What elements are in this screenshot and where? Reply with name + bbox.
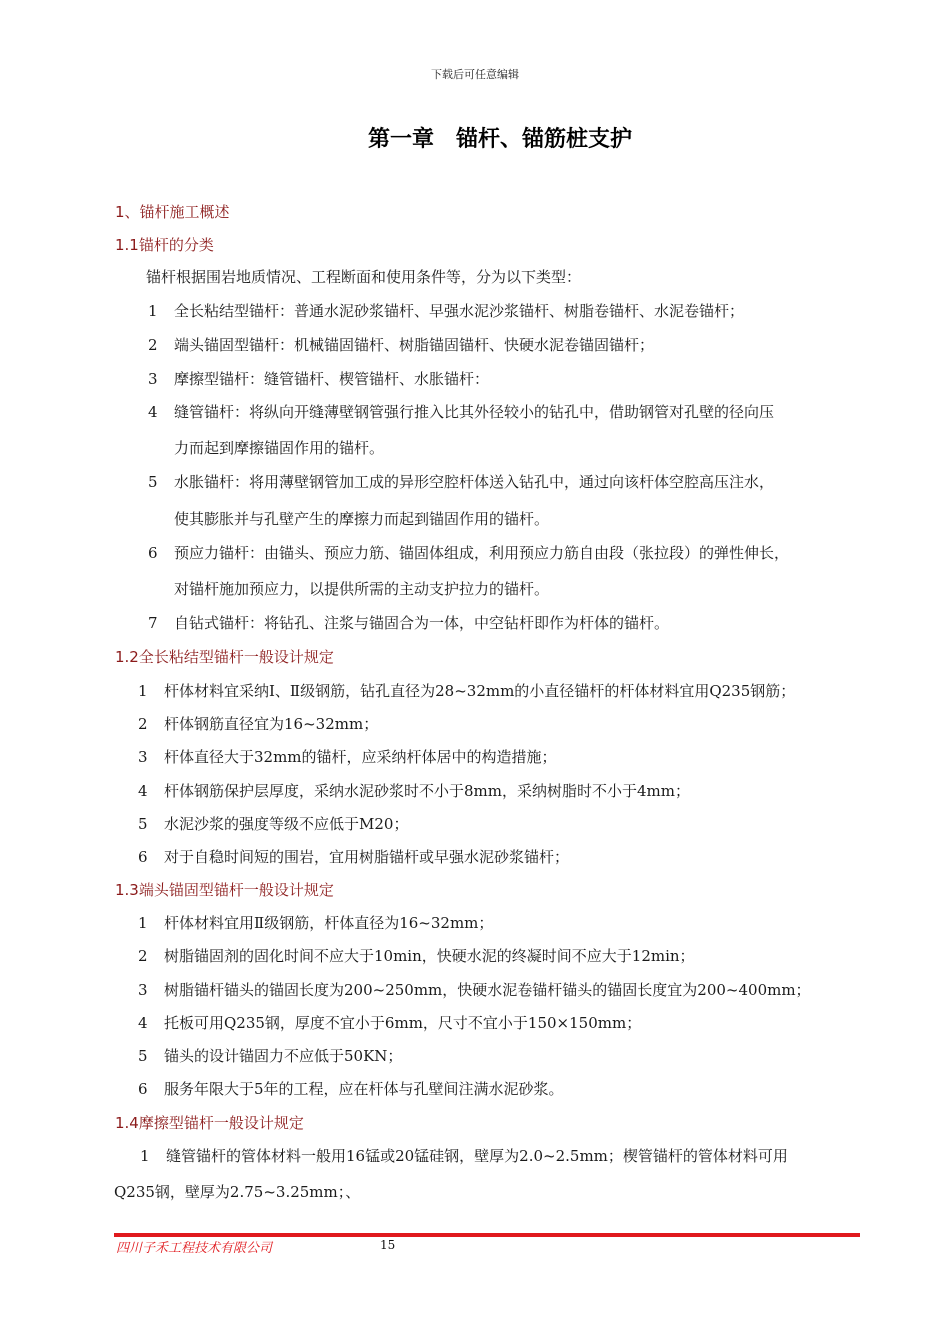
item-number: 1 xyxy=(148,302,158,320)
item-text: 杆体材料宜采纳Ⅰ、Ⅱ级钢筋，钻孔直径为28~32mm的小直径锚杆的杆体材料宜用Q235钢筋； xyxy=(164,682,796,700)
item-number: 3 xyxy=(138,748,148,766)
item-number: 2 xyxy=(138,947,148,965)
list-item xyxy=(138,680,795,701)
item-number: 1 xyxy=(138,914,148,932)
item-text: 水胀锚杆：将用薄壁钢管加工成的异形空腔杆体送入钻孔中，通过向该杆体空腔高压注水， xyxy=(174,473,775,491)
list-item xyxy=(138,945,695,966)
item-number: 5 xyxy=(138,815,148,833)
list-item xyxy=(148,471,774,492)
item-continuation: 使其膨胀并与孔壁产生的摩擦力而起到锚固作用的锚杆。 xyxy=(174,510,550,528)
item-number: 5 xyxy=(148,473,158,491)
list-item xyxy=(148,368,489,389)
list-item xyxy=(138,979,811,1000)
item-text: 缝管锚杆的管体材料一般用16锰或20锰硅钢，壁厚为2.0~2.5mm；楔管锚杆的管体材料可用 xyxy=(166,1147,788,1165)
item-number: 2 xyxy=(138,715,148,733)
top-note: 下载后可任意编辑 xyxy=(431,68,519,81)
list-item xyxy=(138,1078,564,1099)
item-text: 杆体直径大于32mm的锚杆，应采纳杆体居中的构造措施； xyxy=(164,748,557,766)
list-item xyxy=(138,1012,641,1033)
item-text: 锚头的设计锚固力不应低于50KN； xyxy=(164,1047,403,1065)
item-text: 树脂锚固剂的固化时间不应大于10min，快硬水泥的终凝时间不应大于12min； xyxy=(164,947,695,965)
item-number: 5 xyxy=(138,1047,148,1065)
item-continuation: Q235钢，壁厚为2.75~3.25mm；、 xyxy=(114,1183,361,1201)
item-number: 6 xyxy=(138,848,148,866)
item-text: 摩擦型锚杆：缝管锚杆、楔管锚杆、水胀锚杆： xyxy=(174,370,490,388)
item-text: 预应力锚杆：由锚头、预应力筋、锚固体组成，利用预应力筋自由段（张拉段）的弹性伸长， xyxy=(174,544,790,562)
section-heading: 1.3端头锚固型锚杆一般设计规定 xyxy=(115,881,334,899)
list-item xyxy=(140,1145,788,1166)
item-text: 托板可用Q235钢，厚度不宜小于6mm，尺寸不宜小于150×150mm； xyxy=(164,1014,642,1032)
item-number: 6 xyxy=(138,1080,148,1098)
item-number: 1 xyxy=(138,682,148,700)
footer-company: 四川子禾工程技术有限公司 xyxy=(116,1241,273,1256)
paragraph: 锚杆根据围岩地质情况、工程断面和使用条件等，分为以下类型： xyxy=(146,268,582,286)
section-heading: 1、锚杆施工概述 xyxy=(115,203,230,221)
item-number: 6 xyxy=(148,544,158,562)
item-text: 自钻式锚杆：将钻孔、注浆与锚固合为一体，中空钻杆即作为杆体的锚杆。 xyxy=(174,614,670,632)
list-item xyxy=(138,1045,402,1066)
list-item xyxy=(138,846,569,867)
list-item xyxy=(148,334,654,355)
list-item xyxy=(148,300,744,321)
item-number: 4 xyxy=(138,782,148,800)
section-heading: 1.4摩擦型锚杆一般设计规定 xyxy=(115,1114,304,1132)
item-text: 服务年限大于5年的工程，应在杆体与孔壁间注满水泥砂浆。 xyxy=(164,1080,564,1098)
item-number: 3 xyxy=(138,981,148,999)
list-item xyxy=(148,612,669,633)
chapter-title: 第一章 锚杆、锚筋桩支护 xyxy=(367,127,632,152)
item-text: 端头锚固型锚杆：机械锚固锚杆、树脂锚固锚杆、快硬水泥卷锚固锚杆； xyxy=(174,336,655,354)
item-number: 1 xyxy=(140,1147,150,1165)
item-text: 杆体材料宜用Ⅱ级钢筋，杆体直径为16~32mm； xyxy=(164,914,494,932)
list-item xyxy=(138,912,493,933)
item-text: 水泥沙浆的强度等级不应低于M20； xyxy=(164,815,409,833)
item-number: 4 xyxy=(138,1014,148,1032)
item-number: 4 xyxy=(148,403,158,421)
section-heading: 1.1锚杆的分类 xyxy=(115,236,214,254)
item-text: 缝管锚杆：将纵向开缝薄壁钢管强行推入比其外径较小的钻孔中，借助钢管对孔壁的径向压 xyxy=(174,403,775,421)
list-item xyxy=(148,401,774,422)
item-text: 杆体钢筋直径宜为16~32mm； xyxy=(164,715,379,733)
list-item xyxy=(138,713,378,734)
list-item xyxy=(138,780,690,801)
item-continuation: 力而起到摩擦锚固作用的锚杆。 xyxy=(174,439,385,457)
item-number: 3 xyxy=(148,370,158,388)
section-heading: 1.2全长粘结型锚杆一般设计规定 xyxy=(115,648,334,666)
item-text: 树脂锚杆锚头的锚固长度为200~250mm，快硬水泥卷锚杆锚头的锚固长度宜为200~400mm； xyxy=(164,981,811,999)
list-item xyxy=(148,542,789,563)
page-number: 15 xyxy=(380,1238,396,1252)
item-text: 全长粘结型锚杆：普通水泥砂浆锚杆、早强水泥沙浆锚杆、树脂卷锚杆、水泥卷锚杆； xyxy=(174,302,745,320)
item-text: 杆体钢筋保护层厚度，采纳水泥砂浆时不小于8mm，采纳树脂时不小于4mm； xyxy=(164,782,690,800)
item-text: 对于自稳时间短的围岩，宜用树脂锚杆或早强水泥砂浆锚杆； xyxy=(164,848,570,866)
item-number: 2 xyxy=(148,336,158,354)
list-item xyxy=(138,813,408,834)
item-continuation: 对锚杆施加预应力，以提供所需的主动支护拉力的锚杆。 xyxy=(174,580,550,598)
item-number: 7 xyxy=(148,614,158,632)
list-item xyxy=(138,746,557,767)
